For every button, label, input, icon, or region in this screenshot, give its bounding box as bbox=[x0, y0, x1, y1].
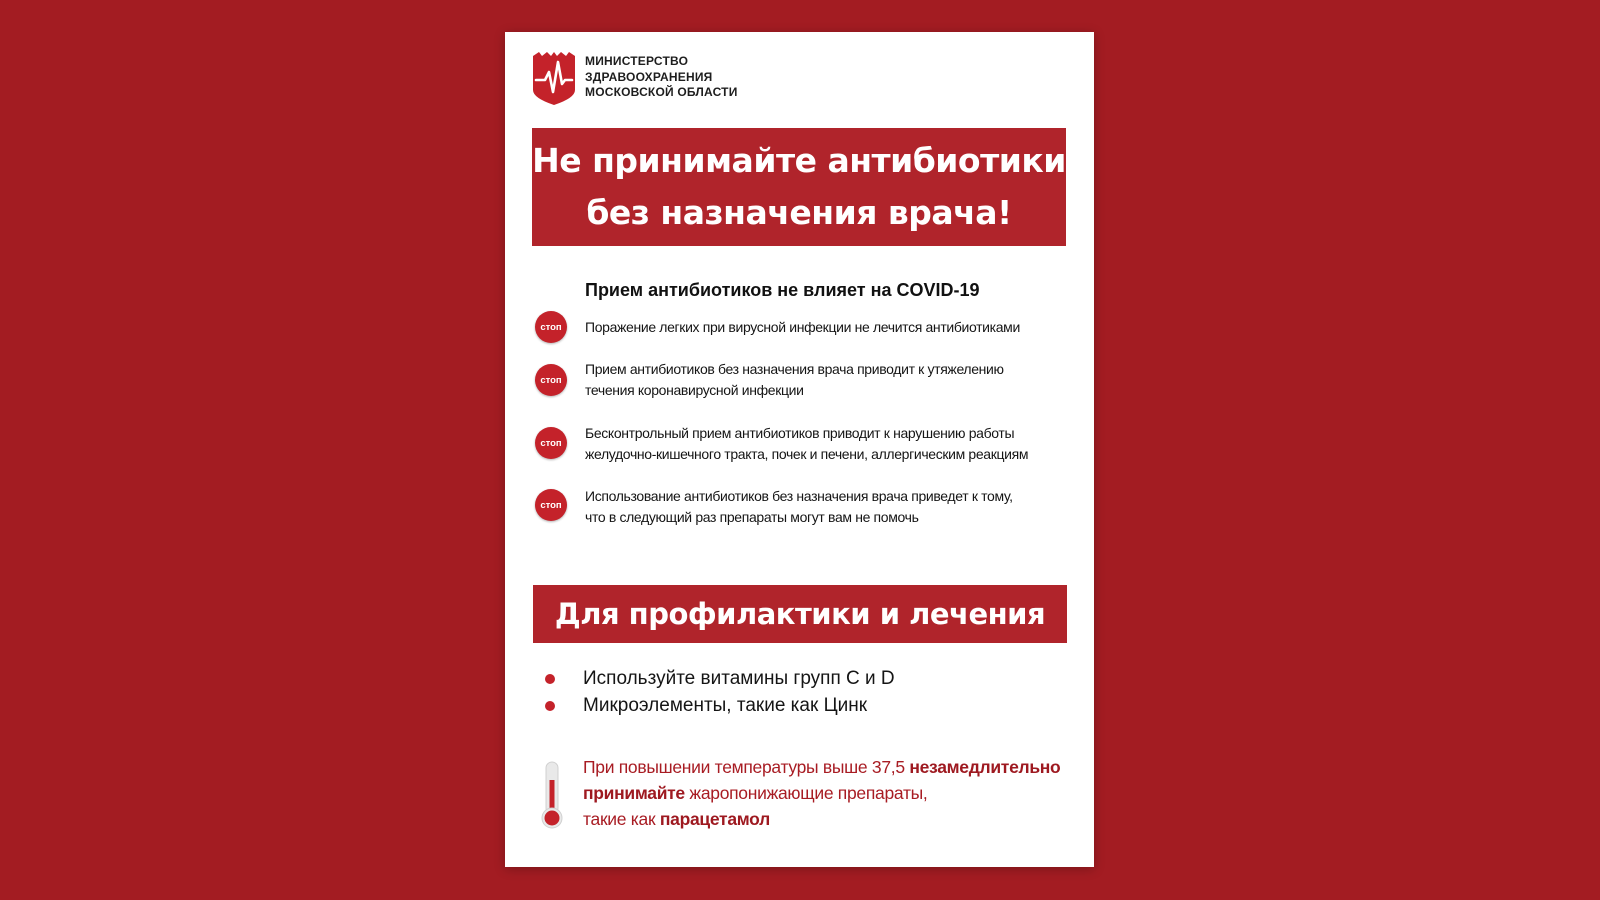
list-item-text: Микроэлементы, такие как Цинк bbox=[583, 695, 868, 716]
temperature-part-3: такие как bbox=[583, 809, 660, 829]
temperature-bold-1: незамедлительно bbox=[909, 757, 1061, 777]
prevention-banner: Для профилактики и лечения bbox=[533, 585, 1067, 643]
temperature-advice bbox=[583, 754, 1083, 832]
temperature-part-1: При повышении температуры выше 37,5 bbox=[583, 757, 910, 777]
ministry-line-1: МИНИСТЕРСТВО bbox=[585, 54, 689, 68]
prevention-list bbox=[545, 665, 895, 719]
temperature-line-3 bbox=[583, 806, 1083, 832]
stop-sign-icon bbox=[535, 489, 567, 521]
title-banner bbox=[532, 128, 1066, 246]
stop-item-line-1: Бесконтрольный прием антибиотиков приводит к нарушению работы bbox=[585, 425, 1015, 441]
stop-item-line-2: что в следующий раз препараты могут вам не помочь bbox=[585, 509, 919, 525]
title-line-1: Не принимайте антибиотики bbox=[532, 141, 1066, 180]
stop-sign-icon bbox=[535, 311, 567, 343]
thermometer-icon bbox=[537, 760, 567, 830]
bullet-dot-icon bbox=[545, 701, 555, 711]
list-item bbox=[545, 692, 895, 719]
stop-item-text bbox=[585, 486, 1077, 528]
temperature-line-2 bbox=[583, 780, 1083, 806]
stop-item-text bbox=[585, 423, 1077, 465]
temperature-bold-2: принимайте bbox=[583, 783, 685, 803]
title-line-2: без назначения врача! bbox=[586, 193, 1012, 232]
stop-item-text bbox=[585, 359, 1077, 401]
temperature-bold-3: парацетамол bbox=[659, 809, 770, 829]
ministry-logo bbox=[531, 50, 577, 106]
ministry-line-3: МОСКОВСКОЙ ОБЛАСТИ bbox=[585, 85, 738, 99]
stop-item-line-1: Поражение легких при вирусной инфекции не лечится антибиотиками bbox=[585, 319, 1020, 335]
stop-badge-label: стоп bbox=[540, 437, 562, 449]
stop-item-line-2: течения коронавирусной инфекции bbox=[585, 382, 804, 398]
stop-badge-label: стоп bbox=[540, 374, 562, 386]
temperature-part-2: жаропонижающие препараты, bbox=[684, 783, 928, 803]
ministry-line-2: ЗДРАВООХРАНЕНИЯ bbox=[585, 69, 713, 84]
stop-item-line-1: Использование антибиотиков без назначения врача приведет к тому, bbox=[585, 488, 1013, 504]
stop-sign-icon bbox=[535, 364, 567, 396]
stop-item-line-2: желудочно-кишечного тракта, почек и печени, аллергическим реакциям bbox=[585, 446, 1029, 462]
stop-item-text bbox=[585, 317, 1077, 338]
list-item bbox=[545, 665, 895, 692]
poster bbox=[505, 32, 1094, 867]
bullet-dot-icon bbox=[545, 674, 555, 684]
stop-badge-label: стоп bbox=[540, 321, 562, 333]
ministry-name bbox=[585, 54, 738, 101]
temperature-line-1 bbox=[583, 754, 1083, 780]
stop-item-line-1: Прием антибиотиков без назначения врача приводит к утяжелению bbox=[585, 361, 1004, 377]
covid-heading: Прием антибиотиков не влияет на COVID-19 bbox=[585, 280, 980, 300]
list-item-text: Используйте витамины групп С и D bbox=[583, 668, 895, 689]
stop-sign-icon bbox=[535, 427, 567, 459]
stop-badge-label: стоп bbox=[540, 499, 562, 511]
